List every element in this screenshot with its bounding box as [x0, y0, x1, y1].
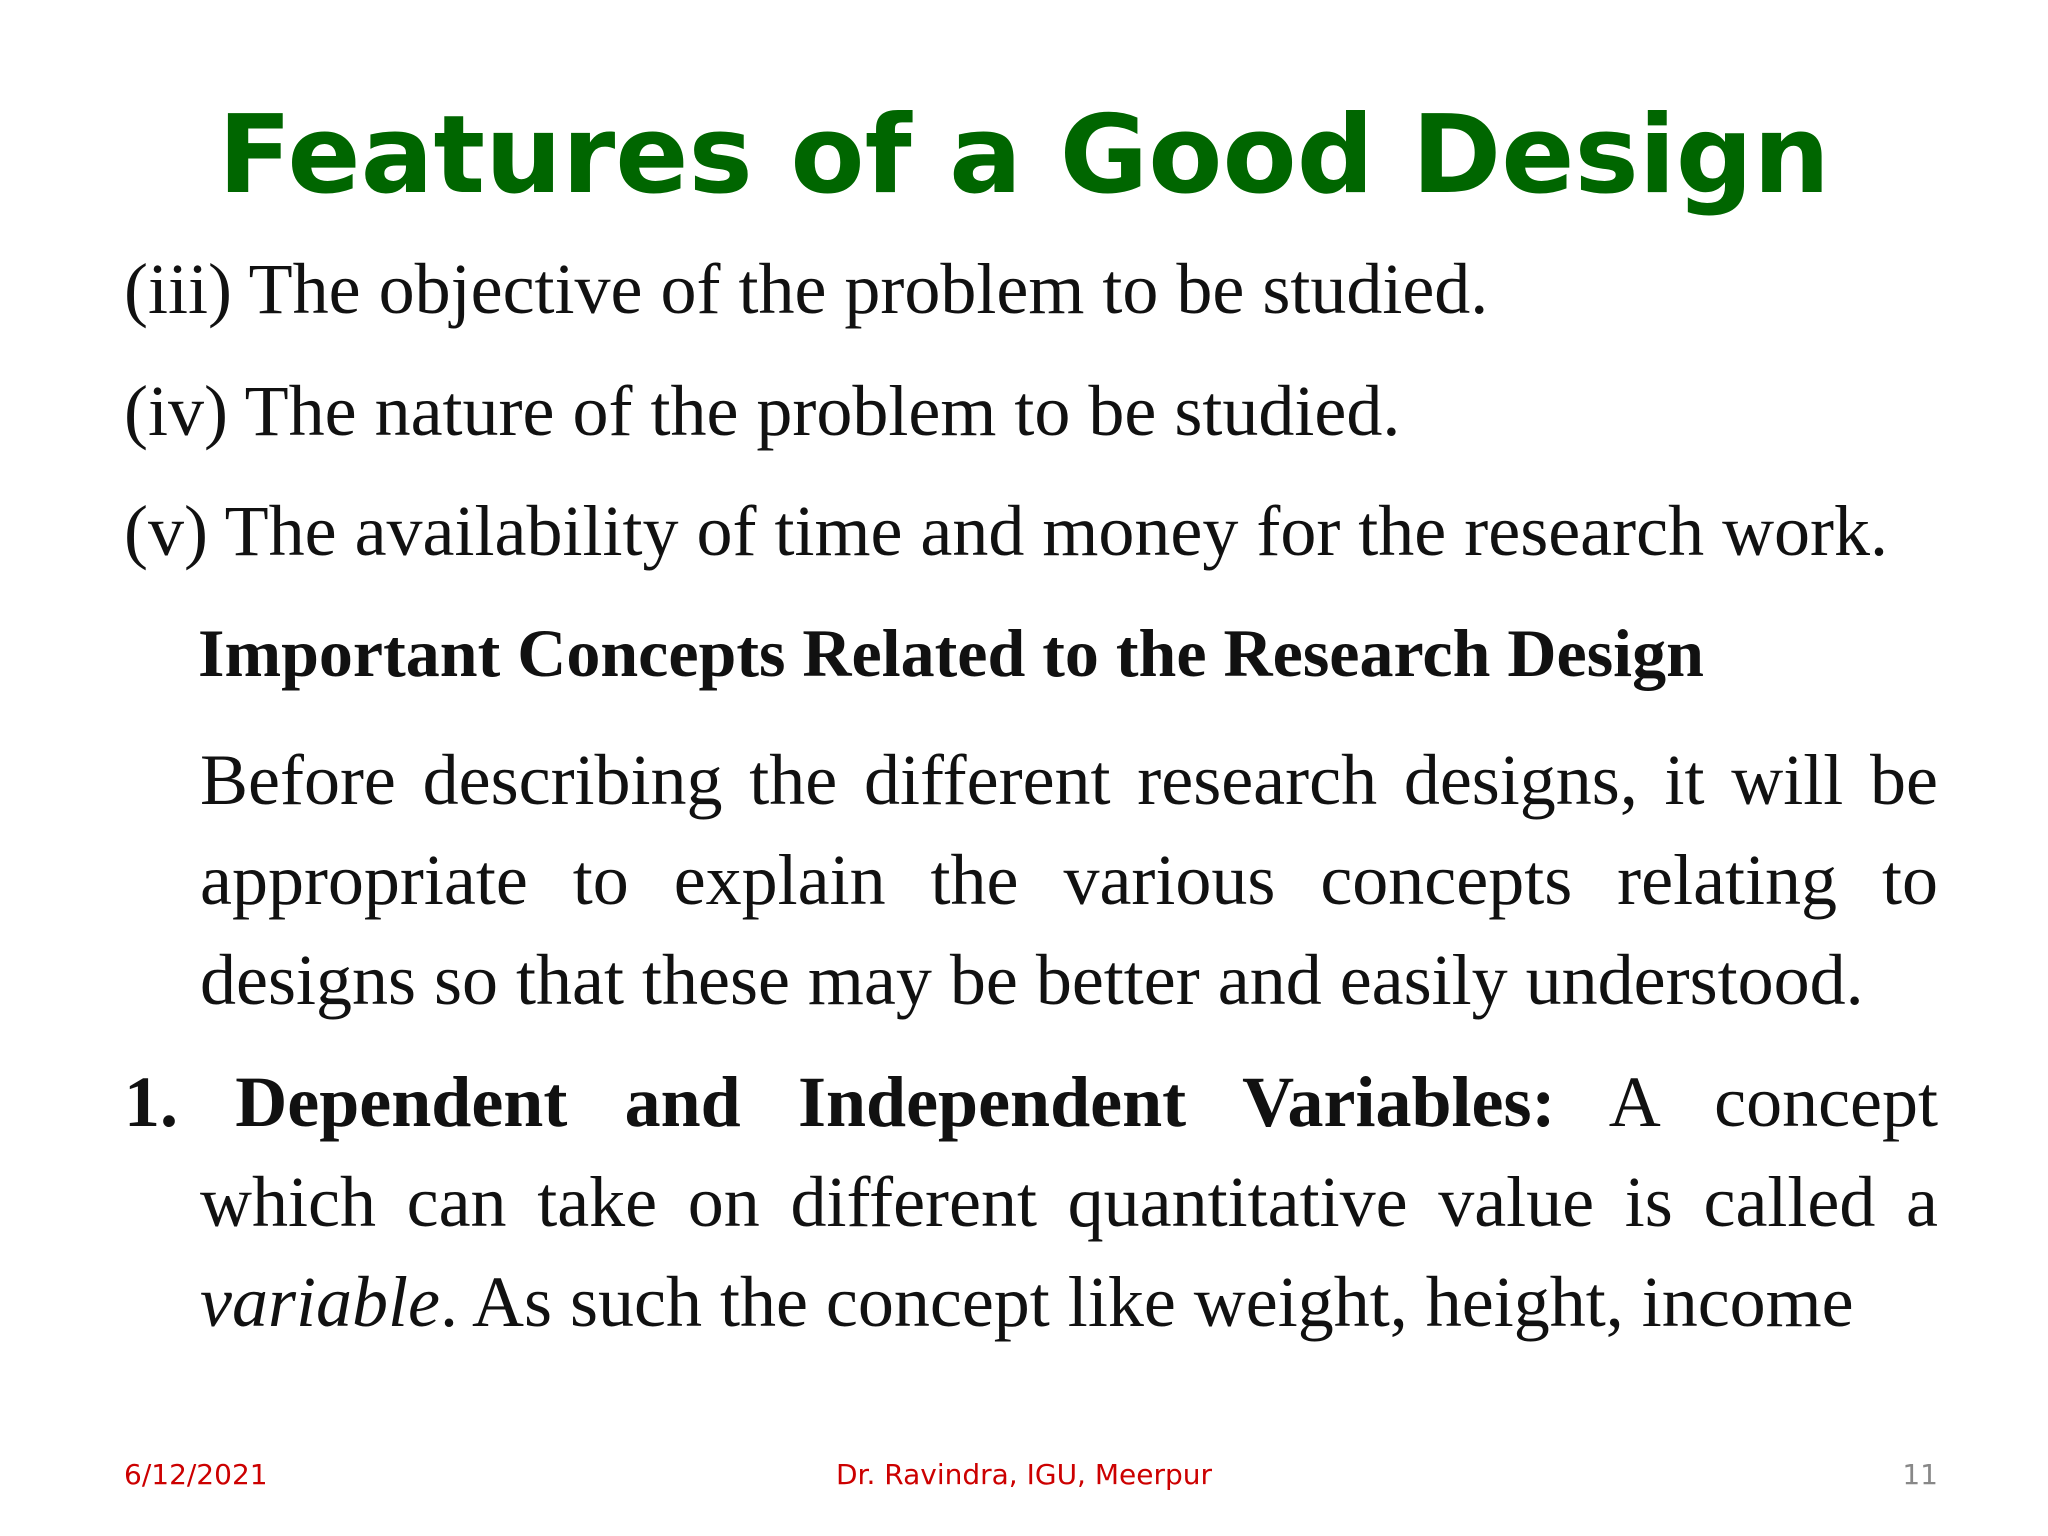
list-item-iv: (iv) The nature of the problem to be studied.	[124, 371, 1401, 451]
point-line3-rest: . As such the concept like weight, height, income	[439, 1262, 1854, 1342]
point-number: 1.	[124, 1062, 178, 1142]
list-item-iii: (iii) The objective of the problem to be studied.	[124, 249, 1489, 329]
footer-date: 6/12/2021	[124, 1458, 268, 1491]
slide-title: Features of a Good Design	[217, 93, 1831, 218]
footer-page-number: 11	[1902, 1458, 1938, 1491]
numbered-point-line-3	[124, 1252, 1938, 1352]
numbered-point-line-1	[124, 1052, 1938, 1152]
point-line1-rest: A concept	[1608, 1062, 1938, 1142]
numbered-point-line-2: which can take on different quantitative value is called a	[200, 1162, 1938, 1242]
point-heading: Dependent and Independent Variables:	[235, 1062, 1556, 1142]
italic-term: variable	[200, 1262, 440, 1342]
section-subheading: Important Concepts Related to the Research Design	[198, 615, 1704, 691]
numbered-point	[124, 1052, 1938, 1352]
footer-author: Dr. Ravindra, IGU, Meerpur	[835, 1458, 1213, 1491]
intro-paragraph: Before describing the different research designs, it will be appropriate to explain the various concepts relating to designs so that these may be better and easily understood.	[200, 740, 1938, 1020]
list-item-v: (v) The availability of time and money for the research work.	[124, 491, 1889, 571]
